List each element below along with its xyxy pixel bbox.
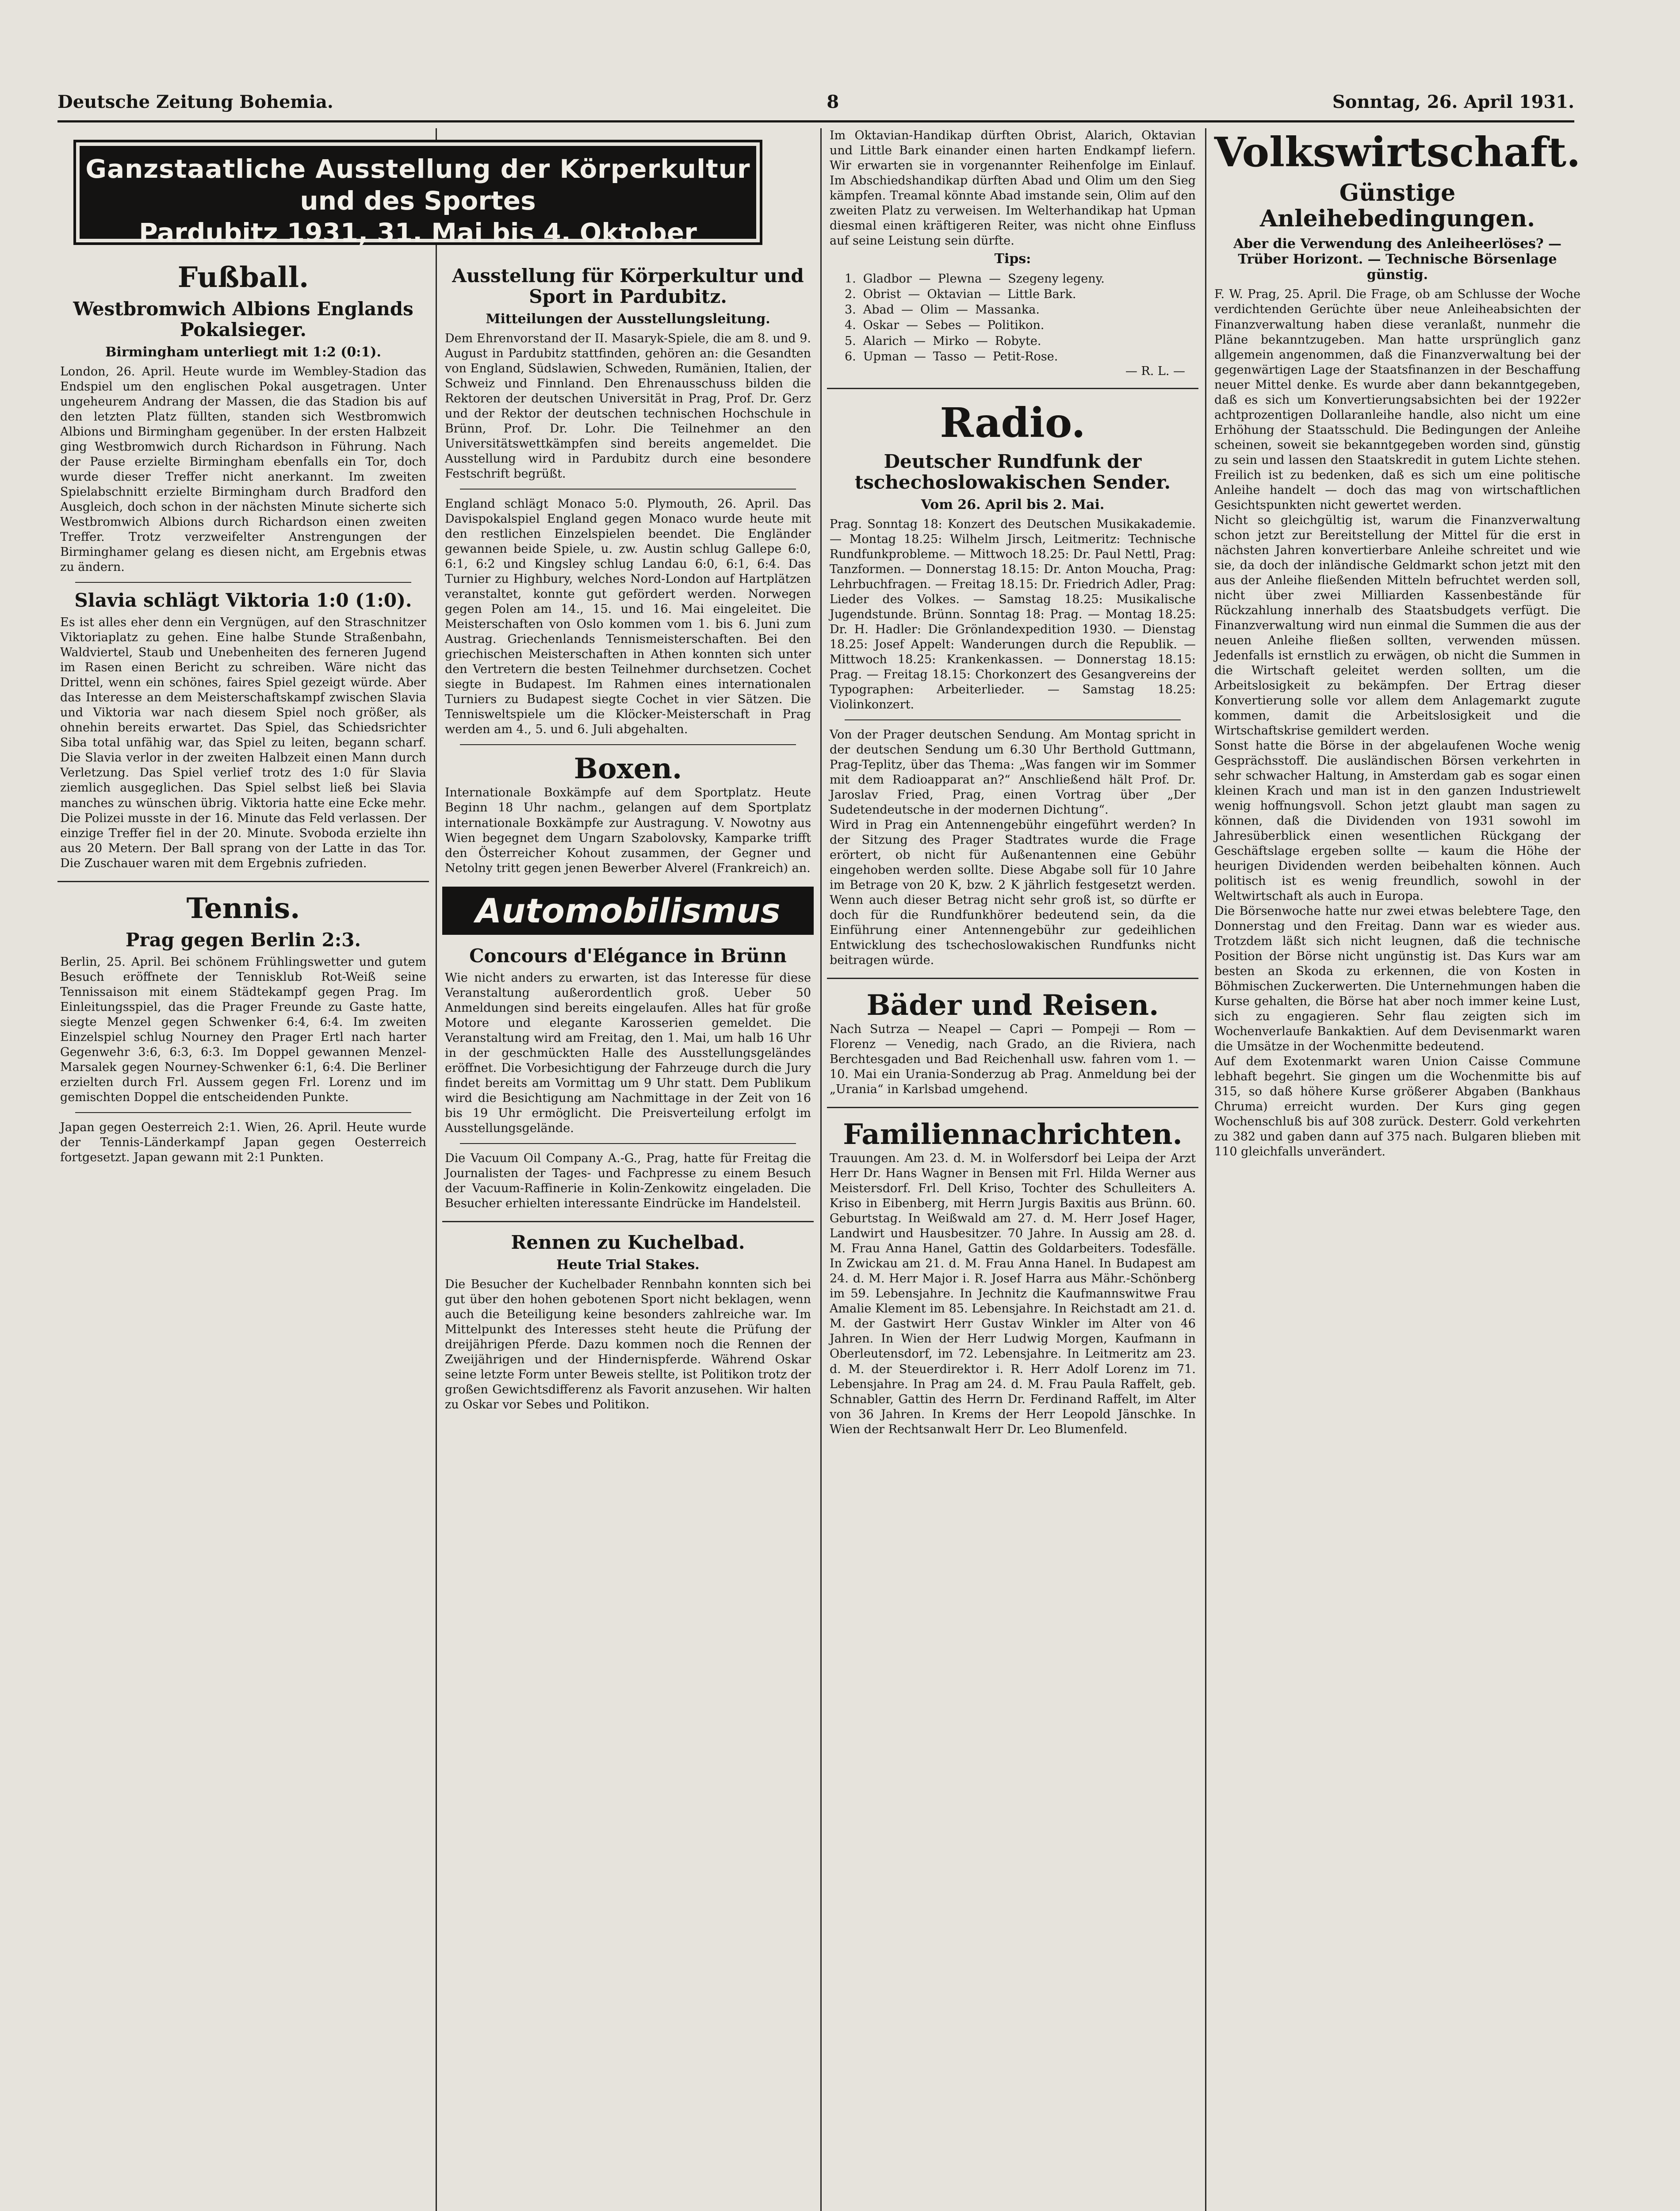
article-anleihe-2: Nicht so gleichgültig ist, warum die Finanzverwaltung schon jetzt zur Bereitstellung der Mittel für die erst in nächsten Jahren konvertierbare Anleihe schreitet und wie sie, da doch der inländische Geldmarkt schon jetzt mit den aus der Anleihe fließenden Mitteln befruchtet werden soll, nicht über zwei Milliarden Kassenbestände für Rückzahlung innerhalb des Staatsbudgets verfügt. Die Finanzverwaltung wird nun einmal die Summen die aus der neuen Anleihe fließen sollten, verwenden müssen. Jedenfalls ist ernstlich zu erwägen, ob nicht die Summen in die Wirtschaft geleitet werden sollten, um die Arbeitslosigkeit zu bekämpfen. Der Ertrag dieser Konvertierung solle vor allem dem Anlagemarkt zugute kommen, damit die Arbeitslosigkeit und die Wirtschaftskrise gemildert werden. [1214, 513, 1581, 738]
section-title-baeder: Bäder und Reisen. [866, 989, 1159, 1022]
banner-line-1: Ganzstaatliche Ausstellung der Körperkultur [85, 154, 750, 184]
section-title-boxen: Boxen. [574, 752, 682, 786]
divider [460, 1143, 796, 1144]
section-title-radio: Radio. [940, 398, 1086, 447]
article-boxen: Internationale Boxkämpfe auf dem Sportplatz. Heute Beginn 18 Uhr nachm., gelangen auf dem Sportplatz internationale Boxkämpfe zur Austragung. V. Nowotny aus Wien begegnet dem Ungarn Szabolovsky, Kamparke trifft den Österreicher Kohout zusammen, der Gegner und Netolny tritt gegen jenen Bewerber Alverel (Frankreich) an. [445, 786, 811, 875]
subheadline-anleihe: Aber die Verwendung des Anleiheerlöses? — Trüber Horizont. — Technische Börsenlage günstig. [1233, 236, 1562, 283]
subheadline-dates: Vom 26. April bis 2. Mai. [921, 497, 1105, 513]
page-number: 8 [827, 91, 839, 112]
article-anleihe-4: Die Börsenwoche hatte nur zwei etwas belebtere Tage, den Donnerstag und den Freitag. Dann war es wieder aus. Trotzdem läßt sich nicht leugnen, daß die technische Position der Börse nicht ungünstig ist. Das Kurs war am besten an Skoda zu erkennen, die von Kosten in Böhmischen Zuckerwerten. Die Unternehmungen haben die Kurse gehalten, die Börse hat aber noch immer keine Lust, sich zu engagieren. Sehr flau zeigten sich im Wochenverlaufe Bankaktien. Auf dem Devisenmarkt waren die Umsätze in der Wochenmitte bedeutend. [1214, 904, 1581, 1054]
headline-concours: Concours d'Elégance in Brünn [469, 945, 787, 967]
divider [460, 744, 796, 745]
headline-westbromwich: Westbromwich Albions Englands Pokalsieger. [73, 298, 413, 341]
article-slavia: Es ist alles eher denn ein Vergnügen, auf den Straschnitzer Viktoriaplatz zu gehen. Eine halbe Stunde Straßenbahn, Waldviertel, Staub und Unebenheiten des ferneren Jugend im Rasen einen Bericht zu schreiben. Wäre nicht das Drittel, wenn ein schönes, faires Spiel gezeigt würde. Aber das Interesse an dem Meisterschaftskampf zwischen Slavia und Viktoria war nach diesem Spiel noch größer, als ohnehin bereits erwartet. Das Spiel, das Schiedsrichter Siba total unfähig war, das Spiel zu leiten, begann scharf. Die Slavia verlor in der zweiten Halbzeit einen Mann durch Verletzung. Das Spiel verlief trotz des 1:0 für Slavia ziemlich ausgeglichen. Das Spiel selbst ließ bei Slavia manches zu wünschen übrig. Viktoria hatte eine Ecke mehr. Die Polizei musste in der 16. Minute das Feld verlassen. Der einzige Treffer fiel in der 20. Minute. Svoboda erzielte ihn aus 20 Metern. Der Ball sprang von der Latte in das Tor. Die Zuschauer waren mit dem Ergebnis zufrieden. [60, 616, 426, 870]
column-divider [436, 128, 437, 2211]
divider [57, 881, 429, 882]
article-baeder: Nach Sutrza — Neapel — Capri — Pompeji — Rom — Florenz — Venedig, nach Grado, an die Riviera, nach Berchtesgaden und Bad Reichenhall usw. fahren vom 1. — 10. Mai ein Urania-Sonderzug ab Prag. Anmeldung bei der „Urania“ in Karlsbad umgehend. [830, 1022, 1196, 1097]
section-title-volkswirtschaft: Volkswirtschaft. [1214, 128, 1581, 176]
divider [75, 582, 411, 583]
divider [845, 719, 1181, 720]
divider [827, 978, 1198, 979]
article-handikaps: Im Oktavian-Handikap dürften Obrist, Alarich, Oktavian und Little Bark einander einen harten Endkampf liefern. Wir erwarten sie in vorgenannter Reihenfolge im Einlauf. Im Abschiedshandikap dürften Abad und Olim um den Sieg kämpfen. Treamal könnte Abad imstande sein, Olim auf den zweiten Platz zu verweisen. Im Welterhandikap hat Upman diesmal einen kräftigeren Reiter, was nicht ohne Einfluss auf seine Leistung sein dürfte. [830, 129, 1196, 248]
column-divider [1205, 128, 1206, 2211]
tips-signature: — R. L. — [1125, 364, 1185, 378]
masthead [57, 88, 1574, 122]
column-divider [820, 128, 822, 2211]
headline-kuchelbad: Rennen zu Kuchelbad. [511, 1231, 745, 1253]
tips-row: 3. Abad — Olim — Massanka. [845, 303, 1040, 317]
article-familie: Trauungen. Am 23. d. M. in Wolfersdorf bei Leipa der Arzt Herr Dr. Hans Wagner in Bensen mit Frl. Hilda Werner aus Meistersdorf. Frl. Dell Kriso, Tochter des Schulleiters A. Kriso in Eibenberg, mit Herrn Jurgis Baxitis aus Brünn. 60. Geburtstag. In Weißwald am 27. d. M. Herr Josef Hager, Landwirt und Hausbesitzer. 70 Jahre. In Aussig am 28. d. M. Frau Anna Hanel, Gattin des Goldarbeiters. Todesfälle. In Zwickau am 21. d. M. Frau Anna Hanel. In Budapest am 24. d. M. Herr Major i. R. Josef Harra aus Mähr.-Schönberg im 59. Lebensjahre. In Jechnitz die Kaufmannswitwe Frau Amalie Klement im 85. Lebensjahre. In Reichstadt am 21. d. M. der Gastwirt Herr Gustav Winkler im Alter von 46 Jahren. In Wien der Herr Ludwig Morgen, Kaufmann in Oberleutensdorf, im 72. Lebensjahre. In Leitmeritz am 23. d. M. der Steuerdirektor i. R. Herr Adolf Lorenz im 71. Lebensjahre. In Prag am 24. d. M. Frau Paula Raffelt, geb. Schnabler, Gattin des Herrn Dr. Ferdinand Raffelt, im Alter von 36 Jahren. In Krems der Herr Leopold Jänschke. In Wien der Rechtsanwalt Herr Dr. Leo Blumenfeld. [830, 1151, 1196, 1436]
banner-line-3: Pardubitz 1931, 31. Mai bis 4. Oktober [139, 218, 697, 248]
tips-row: 4. Oskar — Sebes — Politikon. [845, 318, 1045, 333]
column-economy [1212, 128, 1583, 2211]
column-radio-family [827, 128, 1198, 2211]
article-ausstellung: Dem Ehrenvorstand der II. Masaryk-Spiele, die am 8. und 9. August in Pardubitz stattfinden, gehören an: die Gesandten von England, Südslawien, Schweden, Rumänien, Italien, der Schweiz und Finnland. Den Ehrenausschuss bilden die Rektoren der deutschen Universität in Prag, Prof. Dr. Gerz und der Rektor der deutschen technischen Hochschule in Brünn, Prof. Dr. Lohr. Die Teilnehmer an den Universitätswettkämpfen sind bereits angemeldet. Die Ausstellung wird in Pardubitz durch eine besondere Festschrift begrüßt. [445, 332, 811, 481]
section-title-automobilismus: Automobilismus [442, 887, 814, 935]
article-vacuum-oil: Die Vacuum Oil Company A.-G., Prag, hatte für Freitag die Journalisten der Tages- und Fachpresse zu einem Besuch der Vacuum-Raffinerie in Kolin-Zenkowitz eingeladen. Die Besucher erhielten interessante Eindrücke im Handelsteil. [445, 1151, 811, 1210]
divider [442, 1221, 814, 1222]
divider [75, 1112, 411, 1113]
article-concours: Wie nicht anders zu erwarten, ist das Interesse für diese Veranstaltung außerordentlich groß. Ueber 50 Anmeldungen sind bereits eingelaufen. Alles hat für große Motore und elegante Karosserien gemeldet. Die Veranstaltung wird am Freitag, den 1. Mai, um halb 16 Uhr in der geschmückten Halle des Ausstellungsgeländes eröffnet. Die Vorbesichtigung der Fahrzeuge durch die Jury findet bereits am Vormittag um 9 Uhr statt. Dem Publikum wird die Besichtigung am Nachmittage in der Zeit von 16 bis 19 Uhr ermöglicht. Die Preisverteilung erfolgt im Ausstellungsgelände. [445, 971, 811, 1135]
article-antennengebuehr: Wird in Prag ein Antennengebühr eingeführt werden? In der Sitzung des Prager Stadtrates wurde die Frage erörtert, ob nicht für Außenantennen eine Gebühr eingehoben werden sollte. Diese Abgabe soll für 10 Jahre im Betrage von 20 K, bzw. 2 K jährlich festgesetzt werden. Wenn auch dieser Betrag nicht sehr groß ist, so dürfte er doch für die Rundfunkhörer bedeutend sein, da die Einführung einer Antennengebühr zur gedeihlichen Entwicklung des tschechoslowakischen Rundfunks nicht beitragen würde. [830, 818, 1196, 968]
tips-row: 1. Gladbor — Plewna — Szegeny legeny. [845, 272, 1105, 286]
article-radio-program: Prag. Sonntag 18: Konzert des Deutschen Musikakademie. — Montag 18.25: Wilhelm Jirsch, Leitmeritz: Technische Rundfunkprobleme. — Mittwoch 18.25: Dr. Paul Nettl, Prag: Tanzformen. — Donnerstag 18.15: Dr. Anton Moucha, Prag: Lehrbuchfragen. — Freitag 18.15: Dr. Friedrich Adler, Prag: Lieder des Volkes. — Samstag 18.25: Musikalische Jugendstunde. Brünn. Sonntag 18: Prag. — Montag 18.25: Dr. H. Hadler: Die Grönlandexpedition 1930. — Dienstag 18.25: Josef Appelt: Wanderungen durch die Republik. — Mittwoch 18.25: Krankenkassen. — Donnerstag 18.15: Prag. — Freitag 18.15: Chorkonzert des Gesangvereins der Typographen: Arbeiterlieder. — Samstag 18.25: Violinkonzert. [830, 517, 1196, 711]
exhibition-banner [80, 146, 756, 248]
section-title-football: Fußball. [177, 261, 309, 294]
article-anleihe-3: Sonst hatte die Börse in der abgelaufenen Woche wenig Gesprächsstoff. Die ausländischen Börsen verkehrten in sehr schwacher Haltung, in Amsterdam gab es sogar einen kleinen Krach und man ist in den ganzen Industriewelt wenig hoffnungsvoll. Schon jetzt glaubt man sagen zu können, daß die Dividenden von 1931 sowohl im Jahresüberblick einen wesentlichen Rückgang der Geschäftslage ergeben sollte — kaum die Höhe der heurigen Dividenden werden beibehalten können. Auch politisch ist es wenig freundlich, sowohl in der Weltwirtschaft als auch in Europa. [1214, 738, 1581, 903]
column-sport-2 [442, 128, 814, 2211]
section-title-familie: Familiennachrichten. [843, 1118, 1183, 1151]
headline-ausstellung: Ausstellung für Körperkultur und Sport in Pardubitz. [452, 265, 804, 308]
headline-slavia: Slavia schlägt Viktoria 1:0 (1:0). [74, 589, 412, 612]
banner-line-2: und des Sportes [300, 186, 536, 216]
divider [827, 1107, 1198, 1108]
article-prager-sendung: Von der Prager deutschen Sendung. Am Montag spricht in der deutschen Sendung um 6.30 Uhr Berthold Guttmann, Prag-Teplitz, über das Thema: „Was fangen wir im Sommer mit dem Radioapparat an?“ Anschließend hält Prof. Dr. Jaroslav Fried, Prag, einen Vortrag über „Der Sudetendeutsche in der modernen Dichtung“. [830, 727, 1196, 817]
divider [827, 388, 1198, 389]
masthead-date: Sonntag, 26. April 1931. [1332, 91, 1574, 112]
subheadline-birmingham: Birmingham unterliegt mit 1:2 (0:1). [105, 344, 381, 360]
masthead-title: Deutsche Zeitung Bohemia. [57, 91, 333, 112]
article-anleihe-5: Auf dem Exotenmarkt waren Union Caisse Commune lebhaft begehrt. Sie gingen um die Wochenmitte bis auf 315, so daß höhere Kurse größerer Abgaben (Bankhaus Chruma) erreicht wurden. Der Kurs ging gegen Wochenschluß bis auf 308 zurück. Desterr. Gold verkehrten zu 382 und gaben dann auf 375 nach. Bulgaren blieben mit 110 gleichfalls unverändert. [1214, 1055, 1581, 1159]
subheadline-trial-stakes: Heute Trial Stakes. [556, 1257, 700, 1273]
tips-list [827, 271, 1198, 364]
section-title-tennis: Tennis. [186, 891, 300, 925]
article-japan-oesterreich: Japan gegen Oesterreich 2:1. Wien, 26. April. Heute wurde der Tennis-Länderkampf Japan gegen Oesterreich fortgesetzt. Japan gewann mit 2:1 Punkten. [60, 1120, 426, 1164]
headline-prag-berlin: Prag gegen Berlin 2:3. [125, 929, 361, 951]
divider [460, 489, 796, 490]
column-sport-1 [57, 128, 429, 2211]
tips-title: Tips: [994, 251, 1031, 267]
article-prag-berlin: Berlin, 25. April. Bei schönem Frühlingswetter und gutem Besuch eröffnete der Tennisklub Rot-Weiß seine Tennissaison mit einem Städtekampf gegen Prag. Im Einleitungsspiel, das die Prager Freunde zu Gaste hatte, siegte Menzel gegen Schwenker 6:4, 6:4. Im zweiten Einzelspiel schlug Nourney den Prager Ertl nach harter Gegenwehr 3:6, 6:3, 6:3. Im Doppel gewannen Menzel-Marsalek gegen Nourney-Schwenker 6:1, 6:4. Die Berliner erzielten durch Frl. Aussem gegen Frl. Lorenz und im gemischten Doppel die entscheidenden Punkte. [60, 955, 426, 1104]
tips-row: 2. Obrist — Oktavian — Little Bark. [845, 287, 1076, 302]
article-westbromwich: London, 26. April. Heute wurde im Wembley-Stadion das Endspiel um den englischen Pokal ausgetragen. Unter ungeheurem Andrang der Massen, die das Stadion bis auf den letzten Platz füllten, standen sich Westbromwich Albions und Birmingham gegenüber. In der ersten Halbzeit ging Westbromwich durch Richardson in Führung. Nach der Pause erzielte Birmingham ebenfalls ein Tor, doch wurde dieser Treffer nicht anerkannt. Im zweiten Spielabschnitt erzielte Birmingham durch Bradford den Ausgleich, doch schon in der nächsten Minute sicherte sich Westbromwich Albions durch Richardson einen zweiten Treffer. Trotz verzweifelter Anstrengungen der Birminghamer gelang es diesen nicht, am Ergebnis etwas zu ändern. [60, 365, 426, 574]
tips-row: 6. Upman — Tasso — Petit-Rose. [845, 349, 1058, 363]
subheadline-mitteilungen: Mitteilungen der Ausstellungsleitung. [486, 311, 770, 327]
tips-row: 5. Alarich — Mirko — Robyte. [845, 334, 1041, 348]
headline-anleihe: Günstige Anleihebedingungen. [1259, 180, 1535, 233]
headline-rundfunk: Deutscher Rundfunk der tschechoslowakischen Sender. [854, 450, 1171, 493]
article-anleihe-1: F. W. Prag, 25. April. Die Frage, ob am Schlusse der Woche verdichtenden Gerüchte über neue Anleiheabsichten der Finanzverwaltung haben diese veranlaßt, nunmehr die Pläne bekanntzugeben. Man hatte ursprünglich ganz allgemein angenommen, daß die Finanzverwaltung bei der gegenwärtigen Lage der Staatsfinanzen in der Beschaffung neuer Mittel denke. Es wurde aber dann bekanntgegeben, daß es sich um Konvertierungsabsichten bei der 1922er achtprozentigen Dollaranleihe handle, also nicht um eine Erhöhung der Staatsschuld. Die Bedingungen der Anleihe scheinen, soweit sie bekanntgegeben worden sind, günstig zu sein und lassen den Staatskredit in gutem Lichte stehen. Freilich ist zu bedenken, daß es sich um eine politische Anleihe handelt — doch das mag von wirtschaftlichen Gesichtspunkten nicht gewertet werden. [1214, 287, 1581, 512]
article-kuchelbad: Die Besucher der Kuchelbader Rennbahn konnten sich bei gut über den hohen gebotenen Sport nicht beklagen, wenn auch die Beteiligung keine besonders zahlreiche war. Im Mittelpunkt des Interesses steht heute die Prüfung der dreijährigen Pferde. Dazu kommen noch die Rennen der Zweijährigen und der Hindernispferde. Während Oskar seine letzte Form unter Beweis stellte, ist Politikon trotz der großen Gewichtsdifferenz als Favorit anzusehen. Wir halten zu Oskar vor Sebes und Politikon. [445, 1277, 811, 1412]
article-tennis-news: England schlägt Monaco 5:0. Plymouth, 26. April. Das Davispokalspiel England gegen Monaco wurde heute mit den restlichen Einzelspielen beendet. Die Engländer gewannen beide Spiele, u. zw. Austin schlug Gallepe 6:0, 6:1, 6:2 und Kingsley schlug Landau 6:0, 6:1, 6:4. Das Turnier zu Highbury, welches Nord-London auf Hartplätzen veranstaltet, konnte gut gefördert werden. Norwegen gegen Polen am 14., 15. und 16. Mai eingeleitet. Die Meisterschaften von Oslo kommen vom 1. bis 6. Juni zum Austrag. Griechenlands Tennismeisterschaften. Bei den griechischen Meisterschaften in Athen konnten sich unter den Vertretern die besten Teilnehmer durchsetzen. Cochet siegte in Budapest. Im Rahmen eines internationalen Turniers zu Budapest siegte Cochet in vier Sätzen. Die Tennisweltspiele um die Klöcker-Meisterschaft in Prag werden am 4., 5. und 6. Juli abgehalten. [445, 497, 811, 737]
